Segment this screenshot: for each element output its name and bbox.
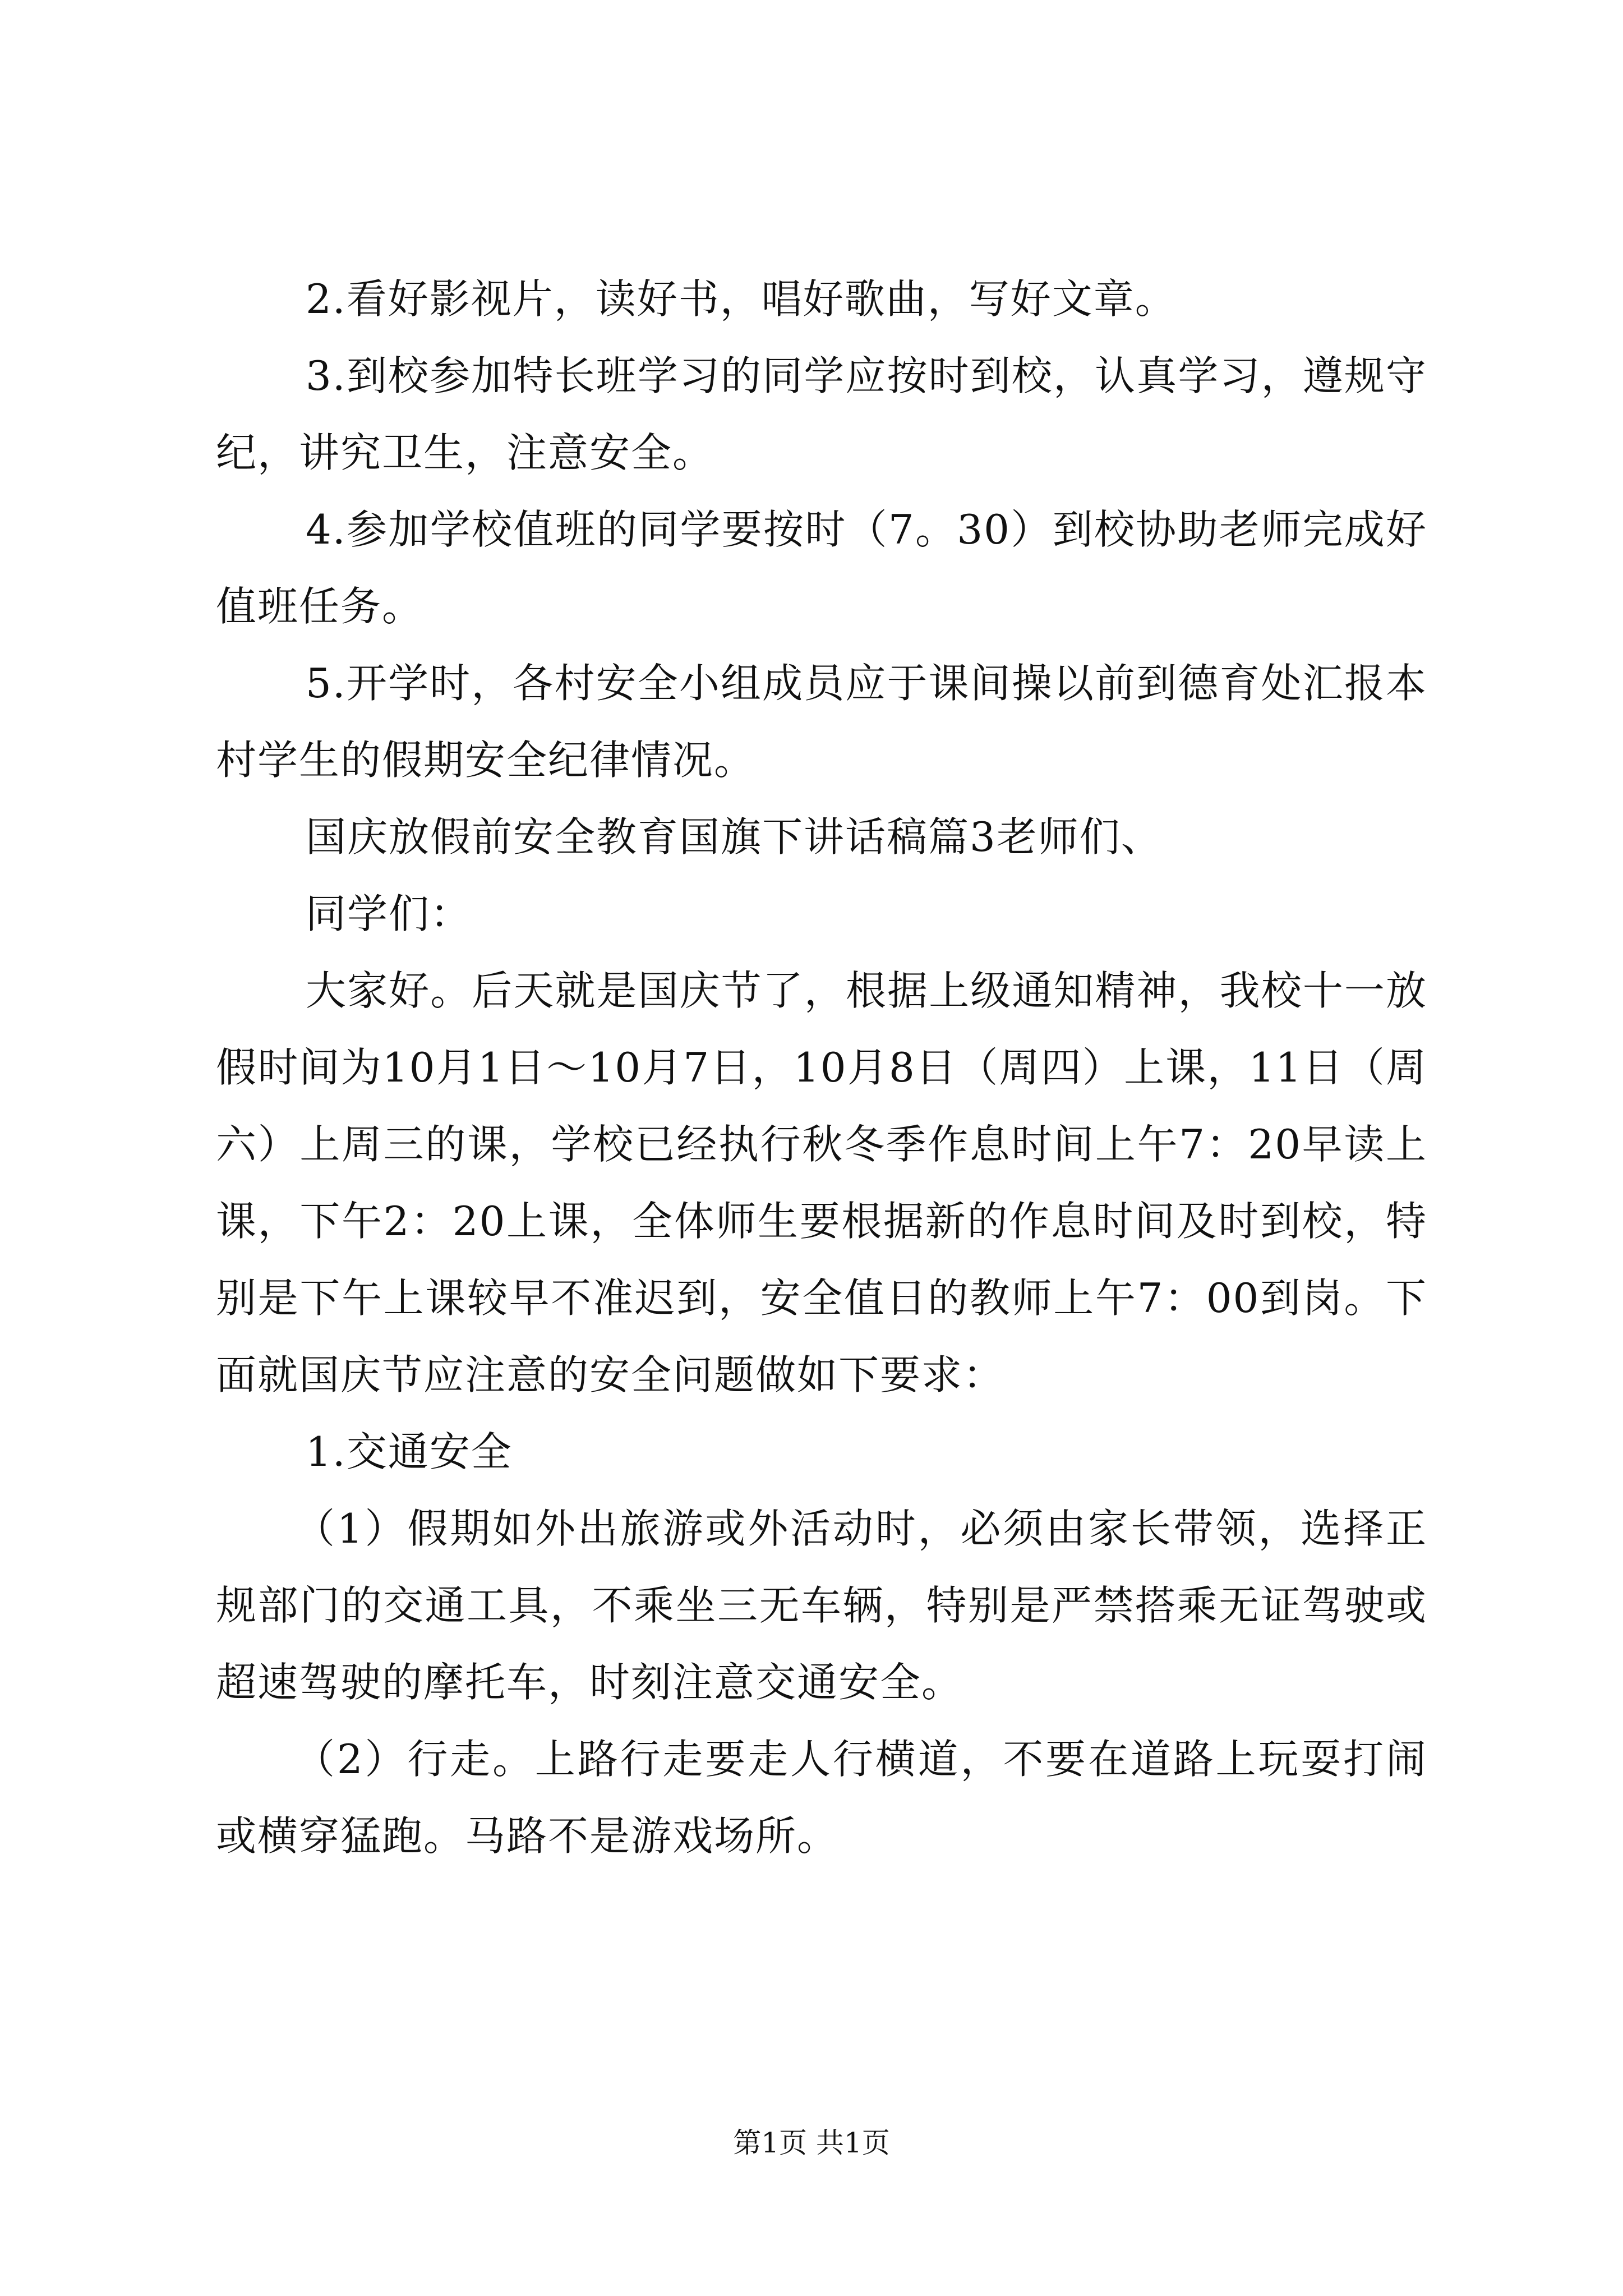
document-body [216, 261, 1427, 1875]
speech-title: 国庆放假前安全教育国旗下讲话稿篇3老师们、 [306, 813, 1163, 861]
speech-intro-paragraph: 大家好。后天就是国庆节了，根据上级通知精神，我校十一放假时间为10月1日～10月7日，10月8日（周四）上课，11日（周六）上周三的课，学校已经执行秋冬季作息时间上午7：20早读上课，下午2：20上课，全体师生要根据新的作息时间及时到校，特别是下午上课较早不准迟到，安全值日的教师上午7：00到岗。下面就国庆节应注意的安全问题做如下要求： [216, 967, 1427, 1398]
page-footer: 第1页 共1页 [733, 2127, 890, 2159]
paragraph-traffic-2: （2）行走。上路行走要走人行横道，不要在道路上玩耍打闹或横穿猛跑。马路不是游戏场所。 [216, 1736, 1427, 1860]
section-heading-traffic-safety: 1.交通安全 [306, 1428, 513, 1475]
paragraph-item-3: 3.到校参加特长班学习的同学应按时到校，认真学习，遵规守纪，讲究卫生，注意安全。 [216, 352, 1427, 476]
paragraph-item-5: 5.开学时，各村安全小组成员应于课间操以前到德育处汇报本村学生的假期安全纪律情况。 [216, 660, 1427, 784]
salutation: 同学们： [306, 890, 472, 937]
paragraph-item-4: 4.参加学校值班的同学要按时（7。30）到校协助老师完成好值班任务。 [216, 506, 1427, 630]
paragraph-traffic-1: （1）假期如外出旅游或外活动时，必须由家长带领，选择正规部门的交通工具，不乘坐三无车辆，特别是严禁搭乘无证驾驶或超速驾驶的摩托车，时刻注意交通安全。 [216, 1505, 1427, 1706]
paragraph-item-2: 2.看好影视片，读好书，唱好歌曲，写好文章。 [306, 275, 1177, 323]
